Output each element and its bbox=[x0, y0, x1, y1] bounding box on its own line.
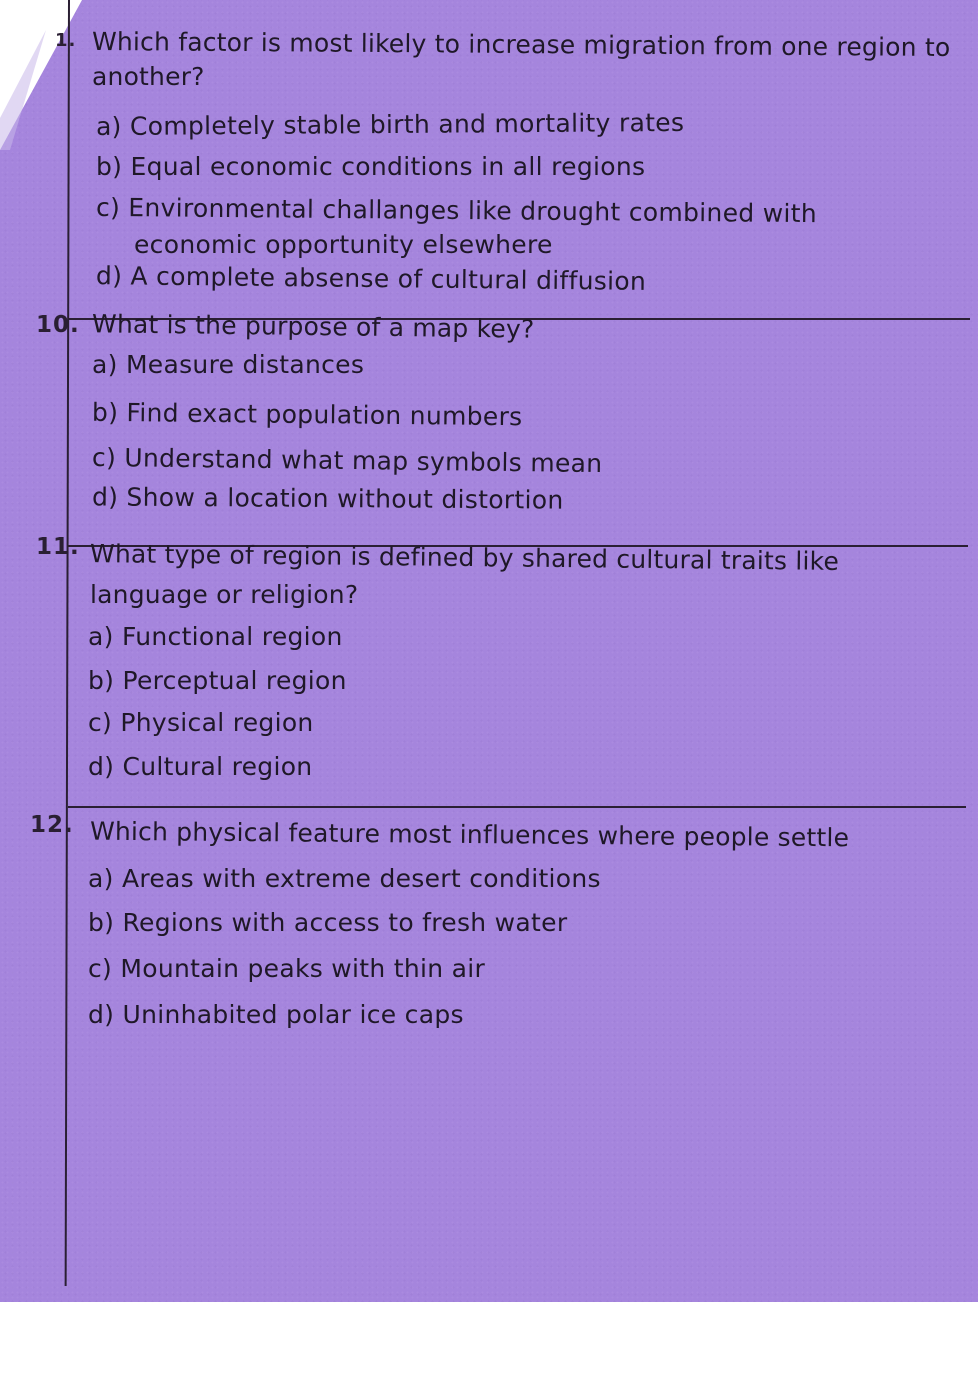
option-letter: a) bbox=[95, 111, 122, 142]
answer-option bbox=[88, 666, 347, 695]
option-letter: d) bbox=[91, 482, 119, 512]
answer-option bbox=[96, 108, 684, 141]
question-text: Which physical feature most influences where people settle bbox=[89, 816, 850, 853]
option-letter: b) bbox=[88, 908, 115, 937]
option-letter: b) bbox=[91, 397, 119, 428]
answer-option bbox=[88, 864, 601, 893]
answer-option bbox=[92, 443, 603, 478]
option-text: Equal economic conditions in all regions bbox=[130, 152, 646, 181]
option-text: A complete absense of cultural diffusion bbox=[130, 261, 647, 296]
option-letter: a) bbox=[88, 622, 114, 651]
option-text: Perceptual region bbox=[122, 666, 347, 695]
question-number: 10. bbox=[36, 312, 80, 338]
answer-option bbox=[88, 1000, 464, 1029]
answer-option bbox=[92, 482, 564, 514]
question-text: What type of region is defined by shared cultural traits like bbox=[89, 539, 840, 576]
option-letter: a) bbox=[88, 864, 114, 893]
option-text: Mountain peaks with thin air bbox=[120, 954, 486, 983]
question-text: What is the purpose of a map key? bbox=[91, 309, 535, 344]
option-letter: d) bbox=[88, 752, 115, 781]
question-divider bbox=[68, 806, 966, 808]
option-text: Understand what map symbols mean bbox=[124, 443, 603, 479]
option-text: Physical region bbox=[120, 708, 314, 737]
answer-option bbox=[88, 954, 485, 983]
answer-option bbox=[88, 752, 312, 781]
option-letter: d) bbox=[88, 1000, 115, 1029]
option-text: Functional region bbox=[121, 622, 343, 651]
option-text: Show a location without distortion bbox=[126, 482, 564, 515]
option-text: Areas with extreme desert conditions bbox=[121, 864, 601, 893]
option-text-line: economic opportunity elsewhere bbox=[134, 230, 553, 259]
answer-option bbox=[96, 193, 817, 228]
option-text: Completely stable birth and mortality rates bbox=[129, 107, 685, 141]
option-letter: b) bbox=[96, 152, 123, 181]
option-letter: b) bbox=[88, 666, 115, 695]
question-text: Which factor is most likely to increase migration from one region to bbox=[91, 27, 951, 62]
question-number: 12. bbox=[30, 812, 74, 838]
option-text: Cultural region bbox=[122, 752, 313, 781]
option-letter: c) bbox=[88, 954, 113, 983]
option-text: Measure distances bbox=[125, 350, 365, 379]
question-number: 11. bbox=[36, 534, 80, 560]
answer-option bbox=[96, 261, 646, 296]
option-text: Find exact population numbers bbox=[126, 398, 523, 432]
option-letter: d) bbox=[95, 261, 123, 291]
question-text-line: another? bbox=[92, 62, 205, 91]
option-text: Regions with access to fresh water bbox=[122, 908, 568, 937]
answer-option bbox=[88, 908, 567, 937]
answer-option bbox=[88, 622, 343, 651]
answer-option bbox=[92, 350, 364, 379]
answer-option bbox=[96, 152, 645, 181]
answer-option bbox=[88, 708, 314, 737]
option-letter: c) bbox=[88, 708, 113, 737]
option-text: Environmental challanges like drought combined with bbox=[128, 193, 818, 229]
answer-option bbox=[92, 398, 523, 432]
question-text-line: language or religion? bbox=[90, 580, 359, 609]
option-letter: c) bbox=[91, 442, 117, 473]
option-letter: c) bbox=[95, 192, 121, 223]
question-number: 1. bbox=[55, 30, 77, 51]
option-text: Uninhabited polar ice caps bbox=[122, 1000, 464, 1029]
margin-line bbox=[65, 0, 70, 1286]
scan-bottom-margin bbox=[0, 1302, 978, 1383]
option-letter: a) bbox=[92, 350, 118, 379]
